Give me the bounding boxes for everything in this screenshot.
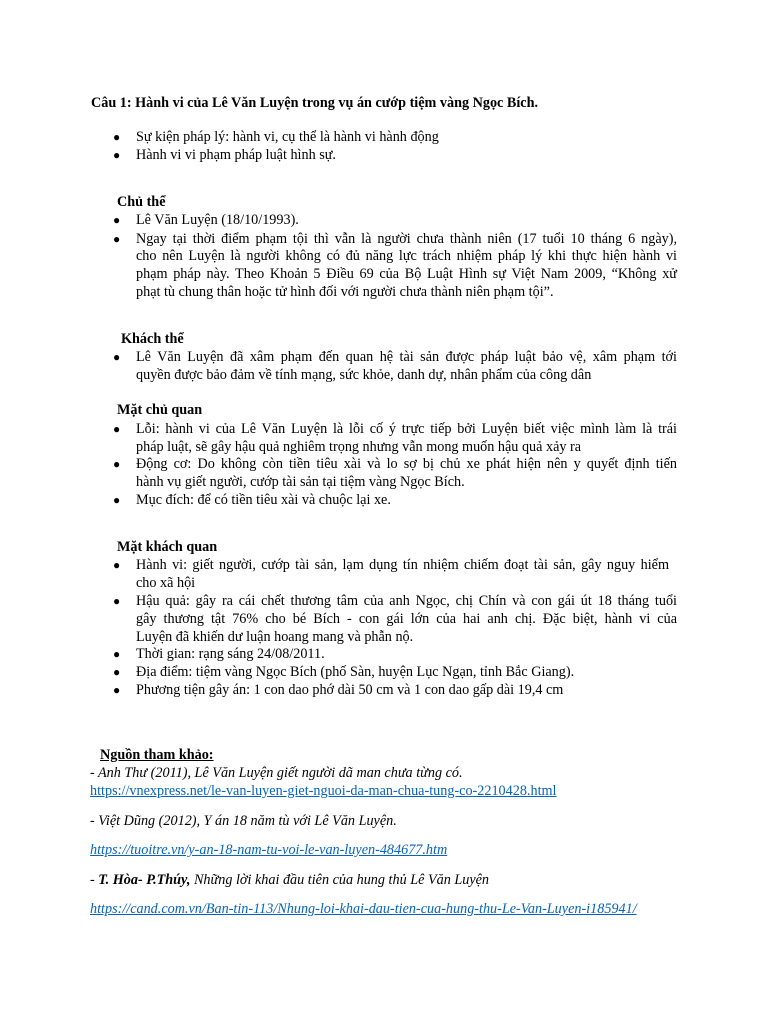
list-item: Địa điểm: tiệm vàng Ngọc Bích (phố Sàn, huyện Lục Ngạn, tỉnh Bắc Giang). [136, 664, 575, 680]
list-item: Phương tiện gây án: 1 con dao phớ dài 50 cm và 1 con dao gấp dài 19,4 cm [136, 682, 564, 698]
list-item-line: phạt tù chung thân hoặc tử hình đối với người chưa thành niên phạm tội”. [136, 284, 554, 300]
bullet-icon: ● [113, 148, 121, 162]
list-item: Mục đích: để có tiền tiêu xài và chuộc lại xe. [136, 492, 391, 508]
bullet-icon: ● [113, 457, 121, 471]
bullet-icon: ● [113, 350, 121, 364]
reference-title: Những lời khai đầu tiên của hung thủ Lê Văn Luyện [190, 872, 490, 888]
list-item: Sự kiện pháp lý: hành vi, cụ thể là hành vi hành động [136, 129, 439, 145]
list-item: Hành vi vi phạm pháp luật hình sự. [136, 147, 336, 163]
reference-citation: - Anh Thư (2011), Lê Văn Luyện giết người dã man chưa từng có. [90, 765, 463, 781]
list-item-line: phạm pháp này. Theo Khoản 5 Điều 69 của Bộ Luật Hình sự Việt Nam 2009, “Không xử [136, 266, 677, 282]
bullet-icon: ● [113, 594, 121, 608]
list-item-line: Hành vi: giết người, cướp tài sản, lạm dụng tín nhiệm chiếm đoạt tài sản, gây nguy hiểm [136, 557, 669, 573]
list-item-line: Ngay tại thời điểm phạm tội thì vẫn là người chưa thành niên (17 tuổi 10 tháng 6 ngày), [136, 231, 677, 247]
bullet-icon: ● [113, 683, 121, 697]
reference-prefix: - [90, 872, 99, 888]
references-heading: Nguồn tham khảo: [100, 747, 214, 763]
section-heading-mat-chu-quan: Mặt chủ quan [117, 402, 203, 418]
bullet-icon: ● [113, 130, 121, 144]
list-item-line: Lỗi: hành vi của Lê Văn Luyện là lỗi cố ý trực tiếp bởi Luyện biết việc mình làm là trái [136, 421, 677, 437]
page-title: Câu 1: Hành vi của Lê Văn Luyện trong vụ án cướp tiệm vàng Ngọc Bích. [91, 95, 539, 111]
bullet-icon: ● [113, 232, 121, 246]
list-item-line: cho nên Luyện là người không có đủ năng lực trách nhiệm pháp lý khi thực hiện hành vi [136, 248, 677, 264]
list-item-line: Động cơ: Do không còn tiền tiêu xài và lo sợ bị chủ xe phát hiện nên y quyết định tiến [136, 456, 677, 472]
bullet-icon: ● [113, 213, 121, 227]
bullet-icon: ● [113, 647, 121, 661]
bullet-icon: ● [113, 422, 121, 436]
section-heading-chu-the: Chủ thể [117, 194, 166, 210]
list-item-line: Luyện đã khiến dư luận hoang mang và phẫn nộ. [136, 629, 414, 645]
reference-citation [90, 872, 489, 890]
list-item: Lê Văn Luyện (18/10/1993). [136, 212, 299, 228]
list-item-line: pháp luật, sẽ gây hậu quả nghiêm trọng nhưng vẫn mong muốn hậu quả xảy ra [136, 439, 582, 455]
reference-citation: - Việt Dũng (2012), Y án 18 năm tù với Lê Văn Luyện. [90, 813, 397, 829]
list-item-line: Lê Văn Luyện đã xâm phạm đến quan hệ tài sản được pháp luật bảo vệ, xâm phạm tới [136, 349, 677, 365]
reference-link[interactable]: https://cand.com.vn/Ban-tin-113/Nhung-loi-khai-dau-tien-cua-hung-thu-Le-Van-Luyen-i185941/ [90, 901, 637, 917]
reference-authors: T. Hòa- P.Thúy, [98, 872, 191, 888]
list-item-line: quyền được bảo đảm về tính mạng, sức khỏe, danh dự, nhân phẩm của công dân [136, 367, 592, 383]
bullet-icon: ● [113, 665, 121, 679]
reference-link[interactable]: https://vnexpress.net/le-van-luyen-giet-nguoi-da-man-chua-tung-co-2210428.html [90, 783, 557, 799]
reference-link[interactable]: https://tuoitre.vn/y-an-18-nam-tu-voi-le-van-luyen-484677.htm [90, 842, 448, 858]
bullet-icon: ● [113, 558, 121, 572]
list-item-line: gây thương tật 76% cho bé Bích - con gái lớn của hai anh chị. Đặc biệt, hành vi của [136, 611, 677, 627]
list-item-line: cho xã hội [136, 575, 196, 591]
list-item-line: Hậu quả: gây ra cái chết thương tâm của anh Ngọc, chị Chín và con gái út 18 tháng tuổi [136, 593, 677, 609]
section-heading-mat-khach-quan: Mặt khách quan [117, 539, 218, 555]
bullet-icon: ● [113, 493, 121, 507]
section-heading-khach-the: Khách thể [121, 331, 184, 347]
list-item-line: hành vụ giết người, cướp tài sản tại tiệm vàng Ngọc Bích. [136, 474, 465, 490]
list-item: Thời gian: rạng sáng 24/08/2011. [136, 646, 325, 662]
